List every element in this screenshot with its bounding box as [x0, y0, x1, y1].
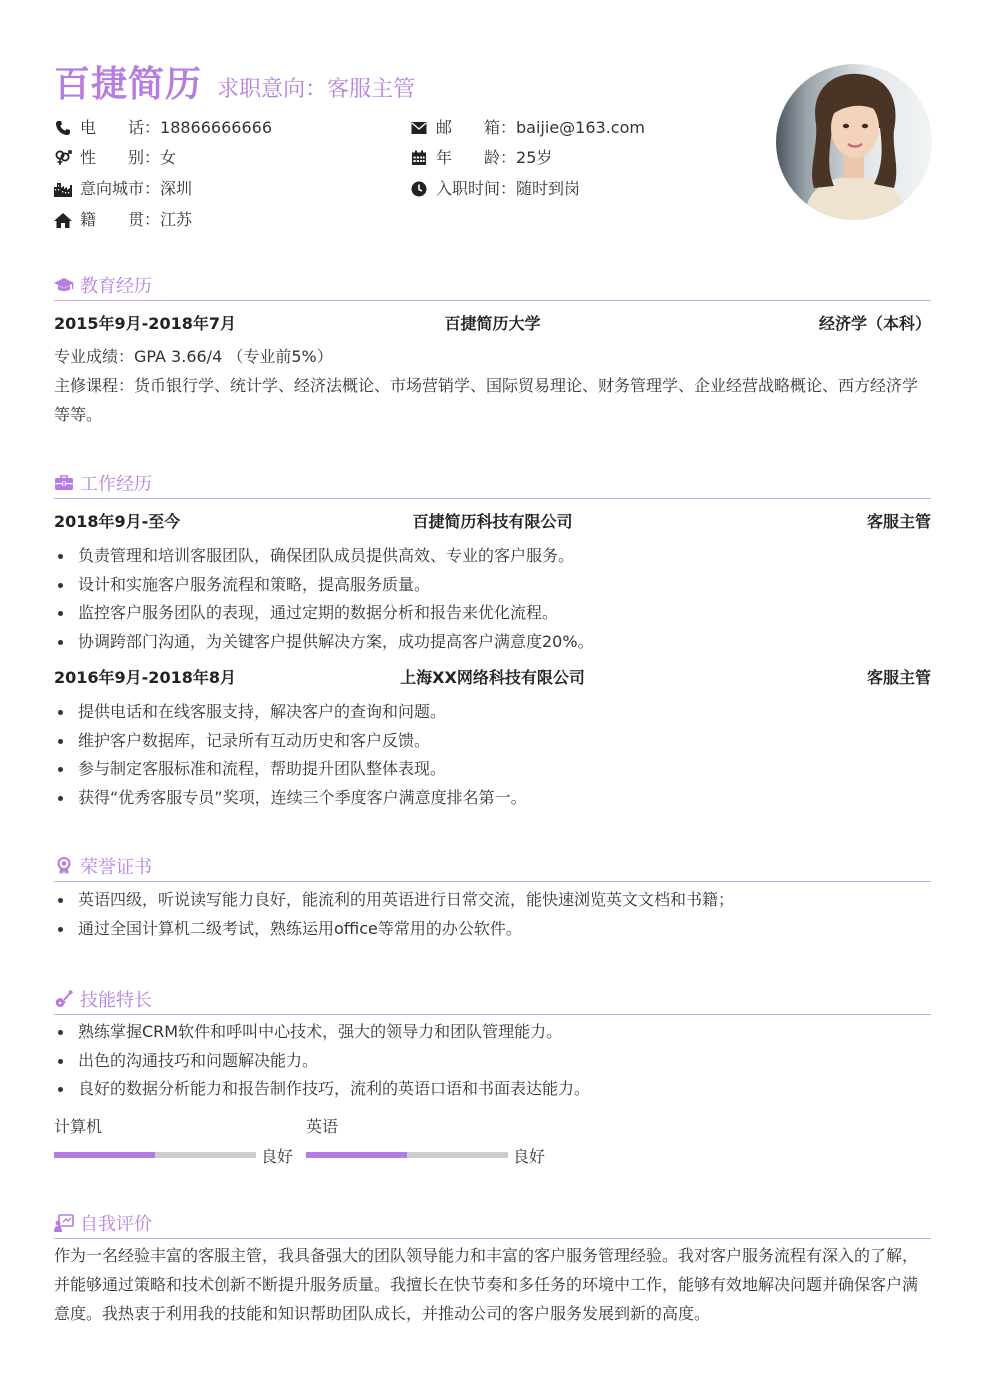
skill-fill — [54, 1152, 155, 1158]
list-item: 设计和实施客户服务流程和策略，提高服务质量。 — [54, 571, 931, 600]
home-icon — [54, 211, 72, 229]
job-duties — [54, 698, 931, 812]
skill-level: 良好 — [513, 1147, 546, 1166]
skill-bar-english — [306, 1114, 546, 1164]
list-item: 参与制定客服标准和流程，帮助提升团队整体表现。 — [54, 755, 931, 784]
skill-track — [306, 1152, 508, 1158]
job-role: 客服主管 — [866, 512, 931, 531]
phone-value: 18866666666 — [160, 118, 272, 137]
education-details — [54, 342, 931, 429]
email-label: 邮 箱： — [436, 118, 517, 137]
profile-photo — [776, 64, 932, 220]
list-item: 熟练掌握CRM软件和呼叫中心技术，强大的领导力和团队管理能力。 — [54, 1018, 931, 1047]
phone-label: 电 话： — [80, 118, 161, 137]
work-divider — [54, 498, 931, 499]
city-value: 深圳 — [160, 179, 193, 198]
self-heading — [54, 1210, 152, 1236]
education-courses: 主修课程：货币银行学、统计学、经济法概论、市场营销学、国际贸易理论、财务管理学、企业经营战略概论、西方经济学等等。 — [54, 376, 919, 424]
info-start — [410, 177, 580, 201]
education-degree: 经济学（本科） — [818, 314, 931, 333]
info-email — [410, 116, 645, 140]
age-value: 25岁 — [516, 148, 553, 167]
info-gender — [54, 146, 176, 170]
job-date: 2016年9月-2018年8月 — [54, 668, 236, 687]
list-item: 获得“优秀客服专员”奖项，连续三个季度客户满意度排名第一。 — [54, 784, 931, 813]
self-evaluation-text: 作为一名经验丰富的客服主管，我具备强大的团队领导能力和丰富的客户服务管理经验。我对客户服务流程有深入的了解，并能够通过策略和技术创新不断提升服务质量。我擅长在快节奏和多任务的环境中工作，能够有效地解决问题并确保客户满意度。我热衷于利用我的技能和知识帮助团队成长，并推动公司的客户服务发展到新的高度。 — [54, 1246, 919, 1323]
education-school: 百捷简历大学 — [444, 314, 541, 333]
skill-level: 良好 — [261, 1147, 294, 1166]
info-native — [54, 208, 192, 232]
award-icon — [54, 857, 74, 875]
list-item: 通过全国计算机二级考试，熟练运用office等常用的办公软件。 — [54, 915, 931, 944]
city-label: 意向城市： — [80, 179, 161, 198]
list-item: 英语四级，听说读写能力良好，能流利的用英语进行日常交流，能快速浏览英文文档和书籍； — [54, 886, 931, 915]
job-role: 客服主管 — [866, 668, 931, 687]
gender-value: 女 — [160, 148, 177, 167]
guitar-icon — [54, 990, 74, 1008]
skill-track — [54, 1152, 256, 1158]
list-item: 监控客户服务团队的表现，通过定期的数据分析和报告来优化流程。 — [54, 599, 931, 628]
calendar-icon — [410, 149, 428, 167]
honors-heading — [54, 853, 152, 879]
list-item: 出色的沟通技巧和问题解决能力。 — [54, 1047, 931, 1076]
education-score: 专业成绩：GPA 3.66/4 （专业前5%） — [54, 347, 333, 366]
list-item: 负责管理和培训客服团队，确保团队成员提供高效、专业的客户服务。 — [54, 542, 931, 571]
skill-fill — [306, 1152, 407, 1158]
gender-icon — [54, 149, 72, 167]
info-age — [410, 146, 552, 170]
job-company: 百捷简历科技有限公司 — [412, 512, 573, 531]
city-icon — [54, 180, 72, 198]
candidate-name: 百捷简历 — [54, 64, 203, 105]
work-heading — [54, 470, 152, 496]
clock-icon — [410, 180, 428, 198]
education-divider — [54, 300, 931, 301]
job-row — [54, 665, 931, 691]
gender-label: 性 别： — [80, 148, 161, 167]
self-divider — [54, 1238, 931, 1239]
job-intent: 求职意向：客服主管 — [217, 77, 416, 102]
education-row — [54, 311, 931, 337]
start-value: 随时到岗 — [516, 179, 581, 198]
list-item: 协调跨部门沟通，为关键客户提供解决方案，成功提高客户满意度20%。 — [54, 628, 931, 657]
info-city — [54, 177, 192, 201]
graduation-cap-icon — [54, 276, 74, 294]
skill-bar-computer — [54, 1114, 294, 1164]
skill-name: 英语 — [306, 1117, 339, 1136]
self-title: 自我评价 — [80, 1214, 152, 1235]
honors-title: 荣誉证书 — [80, 857, 152, 878]
education-title: 教育经历 — [80, 276, 152, 297]
skill-name: 计算机 — [54, 1117, 103, 1136]
skills-divider — [54, 1014, 931, 1015]
envelope-icon — [410, 119, 428, 137]
resume-header — [54, 56, 754, 107]
honors-divider — [54, 881, 931, 882]
job-duties — [54, 542, 931, 656]
briefcase-icon — [54, 474, 74, 492]
info-phone — [54, 116, 272, 140]
presenter-icon — [54, 1214, 74, 1232]
education-date: 2015年9月-2018年7月 — [54, 314, 236, 333]
list-item: 良好的数据分析能力和报告制作技巧，流利的英语口语和书面表达能力。 — [54, 1075, 931, 1104]
native-value: 江苏 — [160, 210, 193, 229]
honors-list — [54, 886, 931, 943]
skills-list — [54, 1018, 931, 1104]
job-row — [54, 509, 931, 535]
job-company: 上海XX网络科技有限公司 — [400, 668, 585, 687]
age-label: 年 龄： — [436, 148, 517, 167]
list-item: 维护客户数据库，记录所有互动历史和客户反馈。 — [54, 727, 931, 756]
email-value: baijie@163.com — [516, 118, 645, 137]
job-date: 2018年9月-至今 — [54, 512, 181, 531]
start-label: 入职时间： — [436, 179, 517, 198]
native-label: 籍 贯： — [80, 210, 161, 229]
skills-title: 技能特长 — [80, 990, 152, 1011]
phone-icon — [54, 119, 72, 137]
list-item: 提供电话和在线客服支持，解决客户的查询和问题。 — [54, 698, 931, 727]
skills-heading — [54, 986, 152, 1012]
education-heading — [54, 272, 152, 298]
work-title: 工作经历 — [80, 474, 152, 495]
